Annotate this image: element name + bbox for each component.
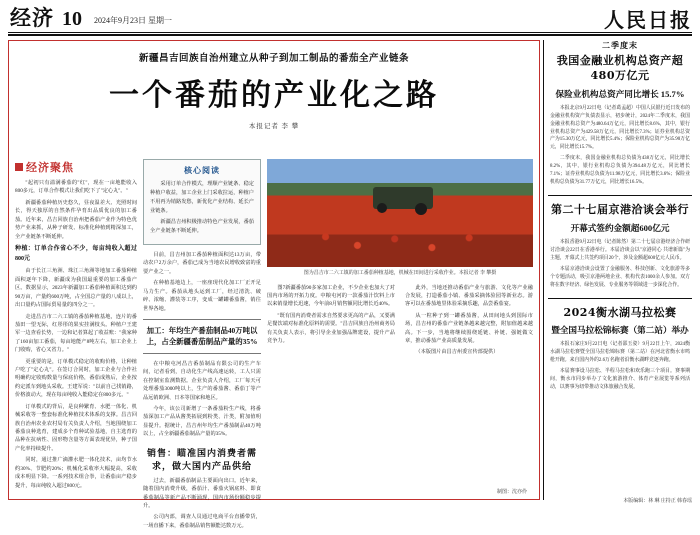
mid-column-body: [143, 251, 261, 313]
rail-body: [550, 105, 690, 187]
publication-date: 2024年9月23日 星期一: [94, 16, 172, 25]
news-rail: [548, 40, 692, 500]
paragraph: 目前，昌吉州加工番茄种植面积达13万亩，带动农户2万余户，番茄已成为当地农民增收致富的重要产业之一。: [143, 252, 261, 275]
harvest-field-photo: [267, 159, 533, 267]
page-editors: 本版编辑：林 琳 庄持正 韩春瑶: [623, 499, 692, 504]
pull-quote: [143, 319, 261, 354]
paper-name: 人民日报: [604, 8, 692, 32]
section-name: 经济: [10, 6, 54, 30]
rail-headline: 第二十七届京港洽谈会举行: [551, 203, 689, 217]
rail-subtitle: 保险业机构总资产同比增长 15.7%: [555, 88, 685, 99]
core-reading-body: [150, 180, 254, 236]
paragraph: "起初只有溢满番茄的"红"，现在一亩地能收入800多元，订单合作模式让我们吃下了"定心丸"。": [15, 180, 137, 195]
feature-column-2: [143, 159, 261, 533]
square-icon: [15, 163, 23, 171]
right-body-b: [405, 284, 533, 360]
paragraph: 在中粮屯河昌吉番茄制品有限公司的生产车间，记者看到，自动化生产线高速运转，工人只需在控制室监测数据。企业负责人介绍，工厂每天可处理番茄3000吨以上，生产的番茄酱、番茄丁等产品远销欧洲、日本等国家和地区。: [143, 360, 261, 401]
paragraph: 本报石家庄9月22日电（记者邵玉姿）9月22日上午，2024衡水湖马拉松赛暨全国马拉松锦标赛（第二站）在河北省衡水市鸣枪开跑。来自国内外的2.6万名跑者沿衡水湖畔竞逐奔跑。: [550, 342, 690, 364]
paragraph: 同时，通过推广滴灌水肥一体化技术，亩均节水约30%、节肥约20%；机械化采收率大幅提高，采收成本明显下降。一系列技术组合拳，让番茄亩产稳步提升，每亩纯收入超过800元。: [15, 457, 137, 489]
rail-subtitle: 开幕式签约金额超600亿元: [570, 222, 670, 233]
paragraph: "既有国内消费者需求自然要求更高的产品，又要满足餐饮端对标准化原料的需要。"昌吉回族自治州商务局有关负责人表示，将引导企业加强品牌建设，提升产品竞争力。: [267, 312, 395, 345]
focus-badge-label: 经济聚焦: [26, 162, 74, 174]
rail-divider: [548, 195, 692, 196]
paragraph: 从一粒种子到一罐番茄酱，从田间地头到国际市场，昌吉州的番茄产业链条越来越完整，附加值越来越高。下一步，当地将继续围绕延链、补链、强链做文章，推动番茄产业高质量发展。: [405, 312, 533, 345]
paragraph: 本届赛事设马拉松、半程马拉松和欢乐跑三个项目。赛事期间，衡水市同步举办了文化旅游推介、体育产业展览等系列活动，以赛事为纽带推动文体旅融合发展。: [550, 369, 690, 391]
rail-item-jinggang: [548, 203, 692, 289]
paragraph: 在种植基地边上，一座座现代化加工厂正开足马力生产。番茄从地头运到工厂，经过清洗、破碎、浓缩、灌装等工序，变成一罐罐番茄酱，销往世界各地。: [143, 280, 261, 312]
feature-article: [8, 40, 540, 529]
feature-column-3: [267, 159, 533, 360]
masthead-rule-thick: [8, 34, 692, 36]
paragraph: 本报香港9月22日电（记者陈然）第二十七届京港经济合作研讨洽谈会22日在香港举行。本届洽谈会以"京港同心 共谱新篇"为主题，开幕式上共签约项目20个，涉及金额超600亿元人民币。: [550, 239, 690, 261]
mid-column-body-2: [143, 360, 261, 439]
core-reading-box: [143, 159, 261, 245]
column-divider: [543, 40, 544, 500]
paragraph: 订单模式的背后，是良种繁育、水肥一体化、机械采收等一整套标准化种植技术体系的支撑。昌吉回族自治州农业农村局有关负责人介绍，当地围绕加工番茄良种选育，建成多个育种试验基地，自主选育的品种在抗病性、固形物含量等方面表现优异，种子国产化率持续提升。: [15, 403, 137, 452]
mid-column-body-3: [143, 477, 261, 531]
photo-caption: 图为昌吉市二六工镇的加工番茄种植基地，机械在田间进行采收作业。本报记者 李 攀摄: [303, 271, 497, 276]
rail-body: [550, 239, 690, 290]
masthead: [0, 0, 700, 34]
paragraph: 由于长江三角洲、珠江三角洲等地加工番茄种植面积逐年下降，新疆成为我国最重要的加工番茄产区。数据显示，2023年新疆加工番茄种植面积达到约90万亩，产量约600万吨，占全国总产量的八成以上，出口量约占国际贸易量的四分之一。: [15, 268, 137, 309]
page-number: 10: [62, 8, 82, 30]
paragraph: 此外，当地还推动番茄产业与旅游、文化等产业融合发展，打造番茄小镇、番茄采摘体验园等新业态。游客可以在番茄地里体验采摘乐趣，品尝番茄宴。: [405, 284, 533, 308]
rail-subtitle: 暨全国马拉松锦标赛（第二站）举办: [551, 325, 689, 336]
paragraph: 过去，新疆番茄制品主要面向出口。近年来，随着国内消费升级，番茄汁、番茄火锅底料、即食番茄制品等新产品不断涌现，国内市场份额稳步提升。: [143, 477, 261, 510]
section-subtitle: 销售：瞄准国内消费者需求，做大国内产品供给: [146, 447, 257, 471]
feature-byline: 本报记者 李 攀: [248, 123, 300, 130]
focus-lead: [15, 179, 137, 490]
right-body-a: [267, 284, 395, 360]
paragraph: 公司内部，调查人员通过电商平台直播带货，一场直播下来，番茄制品销售额能达数万元。: [143, 514, 261, 529]
rail-item-marathon: [548, 306, 692, 392]
photo-credit: （本版图片由昌吉州委宣传部提供）: [415, 349, 499, 356]
feature-kicker: 新疆昌吉回族自治州建立从种子到加工制品的番茄全产业链条: [138, 54, 409, 64]
paragraph: 更重要的是，订单模式稳定的收购价格，让种植户吃了"定心丸"。在签订合同时，加工企业与合作社明确约定收购数量与保底价格，番茄成熟后，企业按约定派车到地头采收。王建军说："以前自己找销路，价格波动大，现在每亩纯收入能稳定在800多元。": [15, 358, 137, 399]
focus-subheading: 种植：订单合作省心不少，每亩纯收入超过800元: [15, 245, 137, 262]
chart-credit: 制图：沈亦伶: [496, 490, 527, 495]
paragraph: 二季度末，我国金融业机构总负债为438万亿元，同比增长8.2%，其中，银行业机构总负债为394.48万亿元，同比增长7.1%；证券业机构总负债为11.98万亿元，同比增长3.6%；保险业机构总负债为31.77万亿元，同比增长16.5%。: [550, 156, 690, 186]
rail-headline: 我国金融业机构总资产超480万亿元: [556, 54, 684, 82]
paragraph: 走进昌吉市二六工镇的番茄种植基地，连片的番茄田一望无际，红彤彤的果实挂满枝头。种植户王建军一边查看长势，一边和记者算起了收益账："我家种了160亩加工番茄，每亩地能产8吨左右，加工企业上门收购，省心又省力。": [15, 313, 137, 354]
core-reading-title: 核心阅读: [184, 166, 220, 175]
paragraph: 本报北京9月22日电（记者葛孟超）中国人民银行近日发布的金融业机构资产负债表显示，初步统计，2024年二季度末，我国金融业机构总资产为480.64万亿元，同比增长8.6%，其中，银行业机构总资产为429.58万亿元，同比增长7.3%；证券业机构总资产为15.30万亿元，同比增长5.4%；保险业机构总资产为35.90万亿元，同比增长15.7%。: [550, 105, 690, 151]
tractor-shape: [373, 187, 433, 209]
feature-column-1: [15, 159, 137, 493]
paragraph: 采用订单合作模式，理顺产业链条、稳定种植户收益，加工企业上门采收拉运，种植户不用再为销路发愁，新优化产业结构、延长产业链条。: [150, 181, 254, 214]
pull-quote-text: 加工：年均生产番茄制品40万吨以上，占全新疆番茄制品产量的35%: [146, 326, 258, 347]
rail-body: [550, 341, 690, 392]
masthead-left: [0, 2, 172, 32]
focus-badge: [15, 159, 137, 175]
paragraph: 图7新疆番茄90多家加工企业，不少企业也加大了对国内市场的开拓力度。中粮屯河的一款番茄汁饮料上市以来销量增长迅速，今年前8月销售额同比增长近40%。: [267, 284, 395, 308]
rail-kicker: 二季度末: [602, 41, 638, 50]
rail-headline: 2024衡水湖马拉松赛: [563, 305, 677, 319]
paragraph: 新疆番茄种植历史悠久，昼夜温差大、光照时间长，得天独厚的自然条件孕育出品质优良的加工番茄。近年来，昌吉回族自治州把番茄产业作为特色优势产业来抓，从种子研发、标准化种植到精深加工，全产业链条不断延伸。: [15, 199, 137, 240]
paragraph: 今年，该公司新增了一条番茄粉生产线，将番茄深加工产品从酱类拓展到粉类、汁类，附加值明显提升。据统计，昌吉州年均生产番茄制品40万吨以上，占全新疆番茄制品产量的35%。: [143, 406, 261, 438]
paragraph: 本届京港洽谈会设置了金融服务、科技创新、文化旅游等多个专题活动，吸引京港两地企业、机构代表1000余人参加。双方将在数字经济、绿色发展、专业服务等领域进一步深化合作。: [550, 266, 690, 288]
rail-divider: [548, 298, 692, 299]
rail-item-finance: [548, 40, 692, 187]
paragraph: 新疆昌吉州积极推动特色产业发展，番茄全产业链条不断延伸。: [150, 219, 254, 235]
feature-headline: 一个番茄的产业化之路: [109, 78, 439, 113]
masthead-rule: [8, 32, 692, 33]
feature-columns: [15, 159, 533, 535]
